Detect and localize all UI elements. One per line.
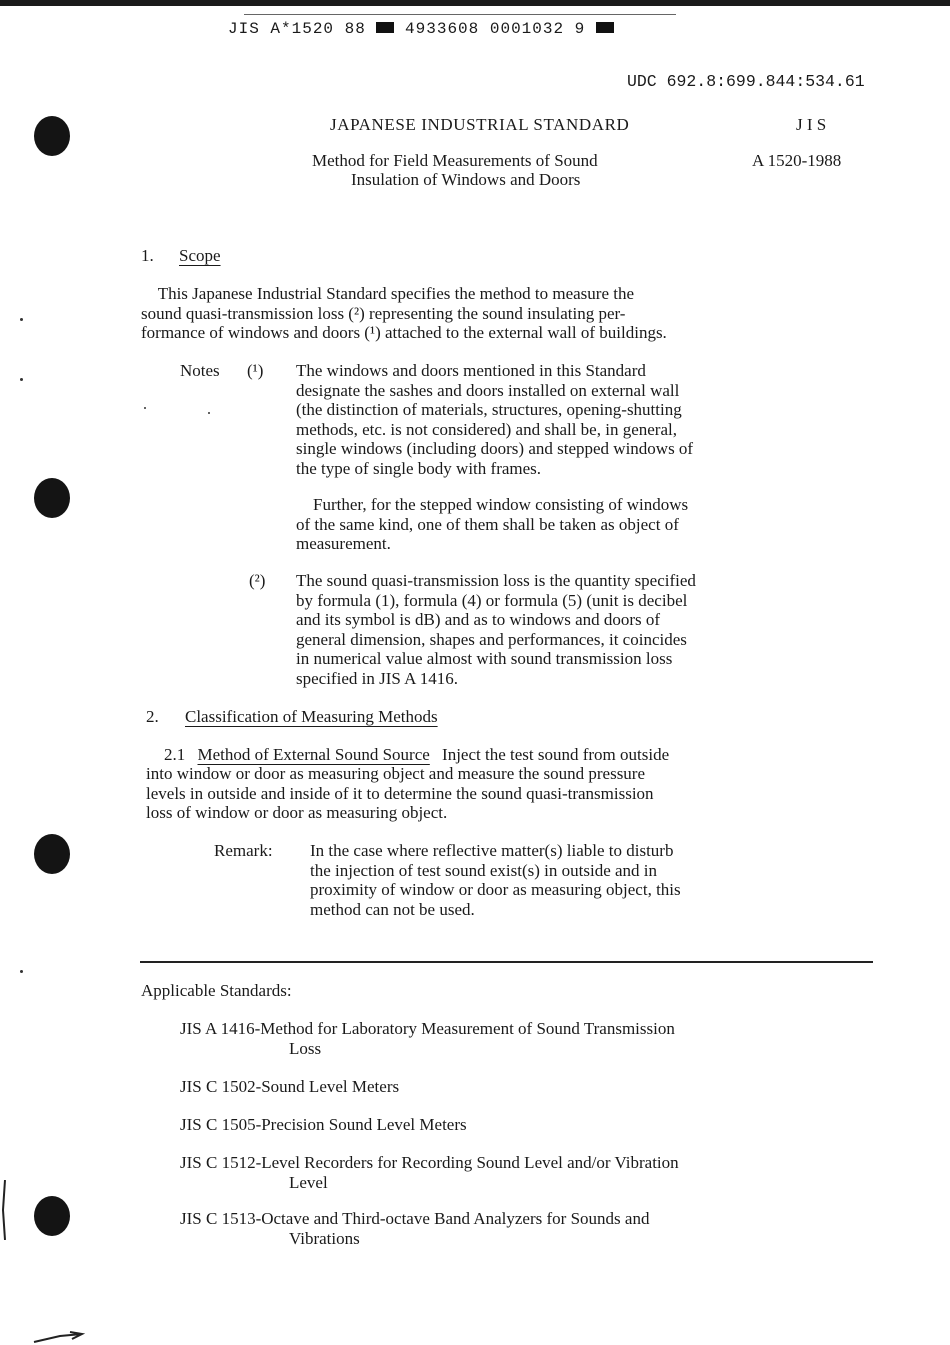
note-line: Further, for the stepped window consisting of windows	[296, 495, 689, 514]
applicable-item	[180, 1153, 679, 1192]
note-2-text	[296, 571, 696, 688]
body-line: levels in outside and inside of it to determine the sound quasi-transmission	[146, 783, 654, 803]
applicable-item-line: Loss	[289, 1038, 322, 1058]
note-line: (the distinction of materials, structures, opening-shutting	[296, 400, 682, 419]
note-line: methods, etc. is not considered) and shall be, in general,	[296, 419, 677, 439]
subsection-2-1	[164, 745, 669, 765]
remark-text	[310, 841, 681, 919]
scan-speck	[20, 970, 23, 973]
note-line: single windows (including doors) and stepped windows of	[296, 439, 694, 458]
note-line: in numerical value almost with sound transmission loss	[296, 649, 673, 668]
subsection-2-1-text-first: Inject the test sound from outside	[442, 745, 670, 764]
scope-line: This Japanese Industrial Standard specifies the method to measure the	[141, 284, 635, 303]
scan-speck	[20, 378, 23, 381]
section-1-heading: Scope	[179, 246, 221, 265]
org-name: JAPANESE INDUSTRIAL STANDARD	[330, 115, 630, 134]
note-line: measurement.	[296, 534, 391, 553]
scope-paragraph	[141, 284, 667, 343]
applicable-item-line: Vibrations	[289, 1228, 360, 1248]
note-line: specified in JIS A 1416.	[296, 668, 458, 688]
applicable-item	[180, 1019, 675, 1058]
title-line-2: Insulation of Windows and Doors	[351, 170, 581, 189]
applicable-item-line: JIS C 1513-Octave and Third-octave Band Analyzers for Sounds and	[180, 1209, 650, 1228]
remark-line: proximity of window or door as measuring object, this	[310, 880, 681, 899]
subsection-2-1-heading: Method of External Sound Source	[197, 745, 430, 764]
applicable-item	[180, 1077, 399, 1097]
remark-line: In the case where reflective matter(s) liable to disturb	[310, 841, 674, 860]
applicable-item-line: JIS C 1502-Sound Level Meters	[180, 1077, 400, 1096]
scan-speck	[20, 318, 23, 321]
note-1-text	[296, 361, 693, 478]
udc-number: UDC 692.8:699.844:534.61	[627, 72, 865, 91]
applicable-item	[180, 1209, 649, 1248]
note-line: and its symbol is dB) and as to windows and doors of	[296, 610, 661, 629]
jis-mark: J I S	[796, 115, 827, 134]
body-line: loss of window or door as measuring object.	[146, 803, 448, 822]
section-2-number: 2.	[146, 707, 159, 726]
notes-label: Notes	[180, 361, 220, 380]
body-line: into window or door as measuring object and measure the sound pressure	[146, 764, 646, 783]
note-line: general dimension, shapes and performances, it coincides	[296, 629, 687, 649]
barcode-block	[596, 22, 614, 33]
applicable-item-line: Level	[289, 1172, 328, 1192]
punch-hole	[34, 834, 70, 874]
section-1-number: 1.	[141, 246, 154, 265]
remark-line: the injection of test sound exist(s) in outside and in	[310, 860, 658, 880]
applicable-standards-heading: Applicable Standards:	[141, 981, 292, 1000]
scan-speck	[208, 412, 210, 414]
header-code	[228, 20, 614, 40]
note-line: the type of single body with frames.	[296, 458, 542, 478]
applicable-item-line: JIS C 1505-Precision Sound Level Meters	[180, 1115, 467, 1134]
scan-edge-mark	[30, 1330, 90, 1345]
remark-line: method can not be used.	[310, 899, 475, 919]
note-line: by formula (1), formula (4) or formula (5) (unit is decibel	[296, 590, 688, 610]
note-line: The sound quasi-transmission loss is the quantity specified	[296, 571, 696, 590]
title-line-1: Method for Field Measurements of Sound	[312, 151, 598, 170]
footnote-divider	[140, 961, 873, 963]
scope-line: sound quasi-transmission loss (²) representing the sound insulating per-	[141, 303, 626, 323]
punch-hole	[34, 478, 70, 518]
note-line: The windows and doors mentioned in this Standard	[296, 361, 646, 380]
subsection-2-1-text	[146, 764, 654, 823]
subsection-2-1-number: 2.1	[164, 745, 186, 764]
note-line: designate the sashes and doors installed on external wall	[296, 380, 680, 400]
punch-hole	[34, 1196, 70, 1236]
applicable-item-line: JIS A 1416-Method for Laboratory Measurement of Sound Transmission	[180, 1019, 675, 1038]
scope-line: formance of windows and doors (¹) attached to the external wall of buildings.	[141, 323, 667, 342]
header-rule	[244, 14, 676, 15]
header-code-part1: JIS A*1520 88	[228, 20, 366, 38]
barcode-block	[376, 22, 394, 33]
remark-label: Remark:	[214, 841, 273, 860]
scan-top-edge	[0, 0, 950, 6]
punch-hole	[34, 116, 70, 156]
scan-speck	[144, 407, 146, 409]
note-line: of the same kind, one of them shall be taken as object of	[296, 514, 679, 534]
note-1-continuation	[296, 495, 688, 554]
standard-number: A 1520-1988	[752, 151, 842, 170]
note-2-marker: (²)	[249, 571, 266, 590]
header-code-part2: 4933608 0001032 9	[405, 20, 586, 38]
applicable-item-line: JIS C 1512-Level Recorders for Recording Sound Level and/or Vibration	[180, 1153, 679, 1172]
note-1-marker: (¹)	[247, 361, 264, 380]
section-2-heading: Classification of Measuring Methods	[185, 707, 438, 726]
applicable-item	[180, 1115, 467, 1135]
scan-edge-mark	[0, 1180, 10, 1240]
